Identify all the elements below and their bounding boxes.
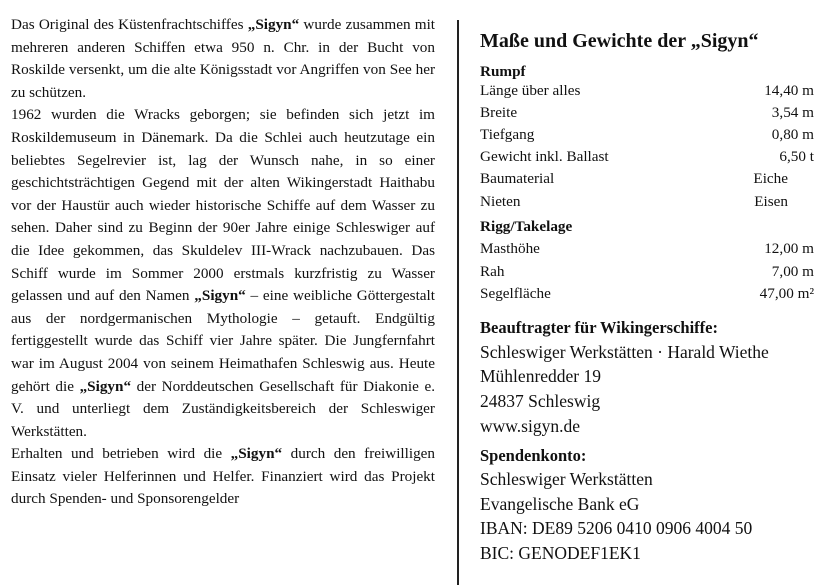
spec-row bbox=[480, 82, 814, 104]
spec-row bbox=[480, 170, 814, 192]
spec-row bbox=[480, 148, 814, 170]
paragraph-3 bbox=[11, 443, 435, 511]
bic: BIC: GENODEF1EK1 bbox=[480, 543, 641, 563]
spec-row bbox=[480, 104, 814, 126]
ship-name: „Sigyn“ bbox=[79, 377, 132, 395]
spec-label: Breite bbox=[480, 104, 518, 121]
hull-heading: Rumpf bbox=[480, 63, 526, 80]
p2-text-c: der Norddeutschen Gesellschaft für Diakonie e. V. und unterliegt dem Zuständigkeitsbereich der Schleswiger Werkstätten. bbox=[11, 377, 435, 440]
spec-value: 6,50 t bbox=[779, 148, 814, 165]
website-link: www.sigyn.de bbox=[480, 416, 580, 436]
spec-value: 14,40 m bbox=[764, 82, 814, 99]
p2-text-b: – eine weibliche Göttergestalt aus der nordgermanischen Mythologie – getauft. Endgültig fertiggestellt wurde das Schiff vier Jahre später. Die Jungfernfahrt war im August 2004 von seinem Heimathafen Schleswig aus. Heute gehört die bbox=[11, 287, 435, 395]
paragraph-1 bbox=[11, 14, 435, 104]
p2-text-a: 1962 wurden die Wracks geborgen; sie befinden sich jetzt im Roskildemuseum in Dänemark. Da die Schlei auch heutzutage ein beliebtes Segelrevier ist, lag der Wunsch nahe, in so einer geschichtsträchtigen Gegend mit der alten Wikingerstadt Haithabu vor der Haustür auch wieder historische Schiffe auf dem Wasser zu sehen. Daher sind zu Beginn der 90er Jahre einige Schleswiger auf die Idee gekommen, das Skuldelev III-Wrack nachzubauen. Das Schiff wurde im Sommer 2000 erstmals kurzfristig zu Wasser gelassen und auf den Namen bbox=[11, 106, 435, 305]
history-text bbox=[11, 14, 435, 511]
spec-value: 12,00 m bbox=[764, 240, 814, 257]
ship-name: „Sigyn“ bbox=[194, 287, 246, 305]
ship-name: „Sigyn“ bbox=[230, 445, 283, 463]
spec-row bbox=[480, 126, 814, 148]
spec-value: 0,80 m bbox=[771, 126, 814, 143]
spec-value: Eisen bbox=[754, 193, 788, 210]
spec-label: Baumaterial bbox=[480, 170, 555, 187]
spec-label: Segelfläche bbox=[480, 285, 551, 302]
specs-title: Maße und Gewichte der „Sigyn“ bbox=[480, 30, 759, 52]
spec-row bbox=[480, 240, 814, 262]
contact-line: 24837 Schleswig bbox=[480, 391, 601, 411]
spec-row bbox=[480, 263, 814, 285]
column-divider bbox=[457, 20, 459, 585]
contact-heading: Beauftragter für Wikingerschiffe: bbox=[480, 318, 718, 337]
spec-label: Nieten bbox=[480, 193, 521, 210]
rigg-heading: Rigg/Takelage bbox=[480, 218, 573, 235]
spec-row bbox=[480, 285, 814, 307]
p1-text-b: wurde zusammen mit mehreren anderen Schiffen etwa 950 n. Chr. in der Bucht von Roskilde versenkt, um die alte Königsstadt vor Angriffen von See her zu schützen. bbox=[11, 16, 436, 101]
spec-label: Masthöhe bbox=[480, 240, 540, 257]
spec-label: Rah bbox=[480, 263, 505, 280]
donation-line: Schleswiger Werkstätten bbox=[480, 469, 653, 489]
paragraph-2 bbox=[11, 104, 435, 443]
ship-name: „Sigyn“ bbox=[247, 16, 300, 33]
p3-text-b: durch den freiwilligen Einsatz vieler Helferinnen und Helfer. Finanziert wird das Projekt durch Spenden- und Sponsorengelder bbox=[11, 445, 436, 508]
donation-line: Evangelische Bank eG bbox=[480, 494, 640, 514]
spec-value: 47,00 m² bbox=[759, 285, 814, 302]
contact-line: Schleswiger Werkstätten · Harald Wiethe bbox=[480, 342, 769, 362]
contact-line: Mühlenredder 19 bbox=[480, 366, 602, 386]
iban: IBAN: DE89 5206 0410 0906 4004 50 bbox=[480, 518, 753, 538]
spec-value: Eiche bbox=[753, 170, 788, 187]
spec-value: 3,54 m bbox=[771, 104, 814, 121]
spec-label: Gewicht inkl. Ballast bbox=[480, 148, 609, 165]
spec-value: 7,00 m bbox=[771, 263, 814, 280]
p3-text-a: Erhalten und betrieben wird die bbox=[11, 445, 231, 463]
spec-label: Tiefgang bbox=[480, 126, 535, 143]
spec-label: Länge über alles bbox=[480, 82, 581, 99]
spec-row bbox=[480, 193, 814, 215]
p1-text-a: Das Original des Küstenfrachtschiffes bbox=[11, 16, 248, 33]
donation-heading: Spendenkonto: bbox=[480, 446, 587, 465]
